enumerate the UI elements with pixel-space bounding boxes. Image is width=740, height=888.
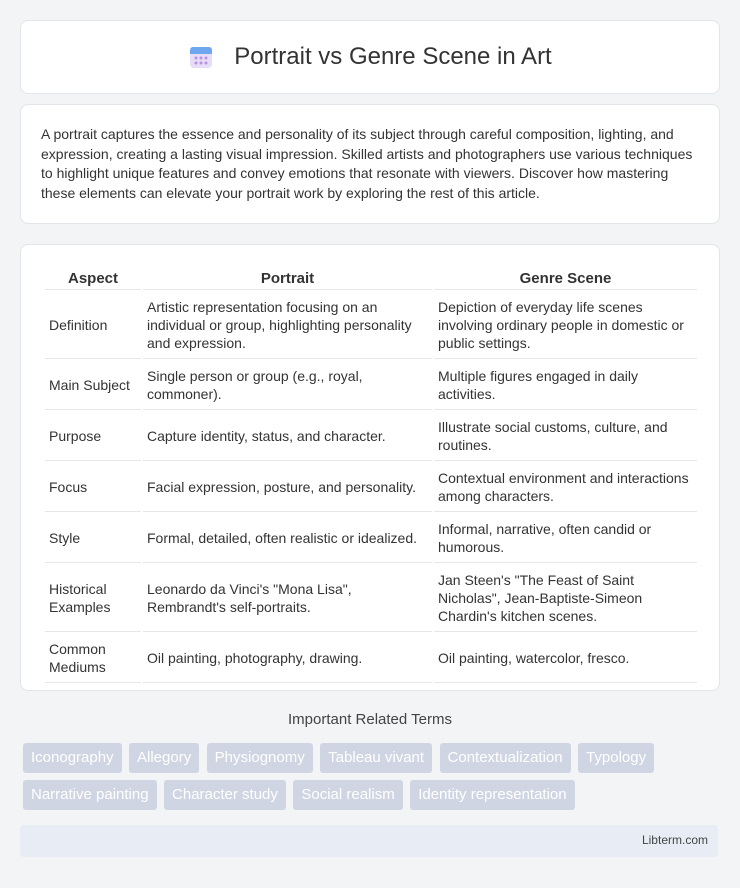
row-portrait: Artistic representation focusing on an individual or group, highlighting personality and expression. <box>143 292 432 359</box>
table-row <box>45 463 697 512</box>
related-term-tag[interactable]: Contextualization <box>440 743 571 773</box>
title-card <box>20 20 720 94</box>
related-term-tag[interactable]: Social realism <box>293 780 402 810</box>
table-row <box>45 412 697 461</box>
row-portrait: Oil painting, photography, drawing. <box>143 634 432 683</box>
row-genre-scene: Illustrate social customs, culture, and routines. <box>434 412 697 461</box>
calendar-icon <box>188 44 214 70</box>
row-genre-scene: Jan Steen's "The Feast of Saint Nicholas", Jean-Baptiste-Simeon Chardin's kitchen scenes. <box>434 565 697 632</box>
row-portrait: Facial expression, posture, and personality. <box>143 463 432 512</box>
header-aspect: Aspect <box>45 267 141 290</box>
related-terms-list <box>23 743 723 817</box>
row-genre-scene: Contextual environment and interactions among characters. <box>434 463 697 512</box>
header-genre-scene: Genre Scene <box>434 267 697 290</box>
related-term-tag[interactable]: Character study <box>164 780 286 810</box>
row-portrait: Formal, detailed, often realistic or idealized. <box>143 514 432 563</box>
header-portrait: Portrait <box>143 267 432 290</box>
related-term-tag[interactable]: Identity representation <box>410 780 574 810</box>
row-portrait: Capture identity, status, and character. <box>143 412 432 461</box>
row-aspect: Main Subject <box>45 361 141 410</box>
related-term-tag[interactable]: Iconography <box>23 743 122 773</box>
row-aspect: Definition <box>45 292 141 359</box>
intro-card <box>20 104 720 224</box>
row-genre-scene: Oil painting, watercolor, fresco. <box>434 634 697 683</box>
related-term-tag[interactable]: Tableau vivant <box>320 743 432 773</box>
row-aspect: Purpose <box>45 412 141 461</box>
row-genre-scene: Informal, narrative, often candid or humorous. <box>434 514 697 563</box>
page-title: Portrait vs Genre Scene in Art <box>234 43 552 70</box>
related-term-tag[interactable]: Physiognomy <box>207 743 313 773</box>
row-aspect: Focus <box>45 463 141 512</box>
table-row <box>45 565 697 632</box>
intro-paragraph: A portrait captures the essence and personality of its subject through careful composition, lighting, and expression, creating a lasting visual impression. Skilled artists and photographers use various techniques to highlight unique features and convey emotions that resonate with viewers. Discover how mastering these elements can elevate your portrait work by exploring the rest of this article. <box>41 126 693 201</box>
row-portrait: Leonardo da Vinci's "Mona Lisa", Rembrandt's self-portraits. <box>143 565 432 632</box>
row-aspect: Style <box>45 514 141 563</box>
table-row <box>45 514 697 563</box>
comparison-table <box>43 265 699 685</box>
row-aspect: Historical Examples <box>45 565 141 632</box>
related-term-tag[interactable]: Allegory <box>129 743 199 773</box>
related-term-tag[interactable]: Typology <box>578 743 654 773</box>
related-terms-title: Important Related Terms <box>288 711 452 728</box>
comparison-card <box>20 244 720 691</box>
related-term-tag[interactable]: Narrative painting <box>23 780 157 810</box>
table-row <box>45 361 697 410</box>
row-portrait: Single person or group (e.g., royal, commoner). <box>143 361 432 410</box>
table-row <box>45 292 697 359</box>
footer <box>20 825 718 857</box>
table-row <box>45 634 697 683</box>
row-aspect: Common Mediums <box>45 634 141 683</box>
row-genre-scene: Depiction of everyday life scenes involving ordinary people in domestic or public settings. <box>434 292 697 359</box>
footer-site-link[interactable]: Libterm.com <box>641 833 708 847</box>
table-header-row <box>45 267 697 290</box>
row-genre-scene: Multiple figures engaged in daily activities. <box>434 361 697 410</box>
